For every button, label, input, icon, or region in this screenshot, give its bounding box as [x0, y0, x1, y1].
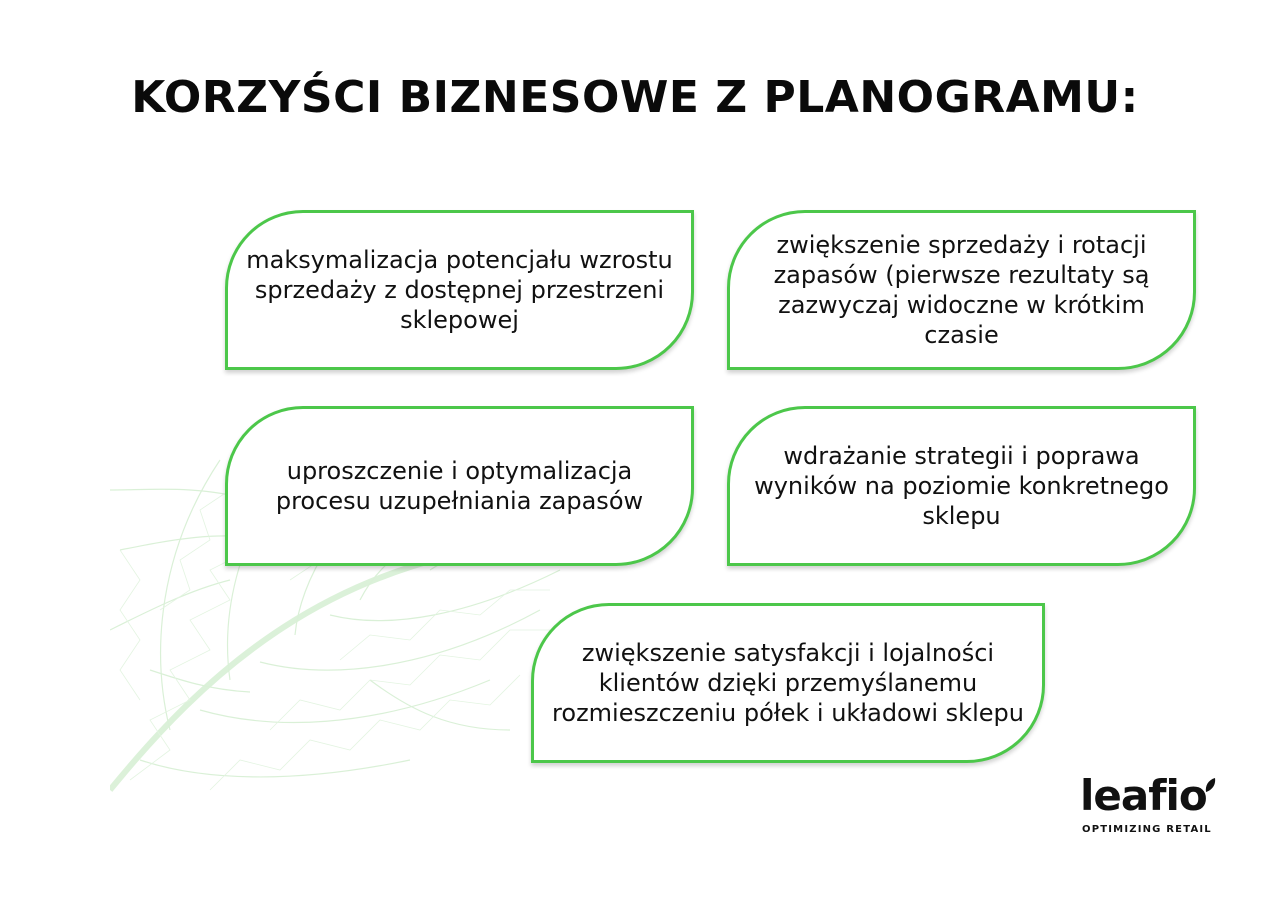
logo-wordmark: leafio	[1080, 771, 1207, 820]
benefit-text: zwiększenie satysfakcji i lojalności klientów dzięki przemyślanemu rozmieszczeniu półek i układowi sklepu	[552, 639, 1024, 727]
leafio-logo	[1080, 772, 1220, 842]
logo-tagline: OPTIMIZING RETAIL	[1082, 824, 1212, 835]
benefit-card-replenishment	[225, 406, 694, 566]
page-title: KORZYŚCI BIZNESOWE Z PLANOGRAMU:	[131, 72, 1139, 123]
benefit-text: wdrażanie strategii i poprawa wyników na poziomie konkretnego sklepu	[754, 442, 1169, 530]
benefit-card-store-strategy	[727, 406, 1196, 566]
benefit-text: uproszczenie i optymalizacja procesu uzupełniania zapasów	[275, 457, 644, 515]
benefit-card-customer-loyalty	[531, 603, 1045, 763]
leaf-mark-icon	[1204, 778, 1216, 792]
benefit-card-sales-rotation	[727, 210, 1196, 370]
benefit-text: zwiększenie sprzedaży i rotacji zapasów (pierwsze rezultaty są zazwyczaj widoczne w krótkim czasie	[773, 231, 1150, 349]
benefit-card-sales-potential	[225, 210, 694, 370]
benefit-text: maksymalizacja potencjału wzrostu sprzedaży z dostępnej przestrzeni sklepowej	[246, 246, 673, 334]
